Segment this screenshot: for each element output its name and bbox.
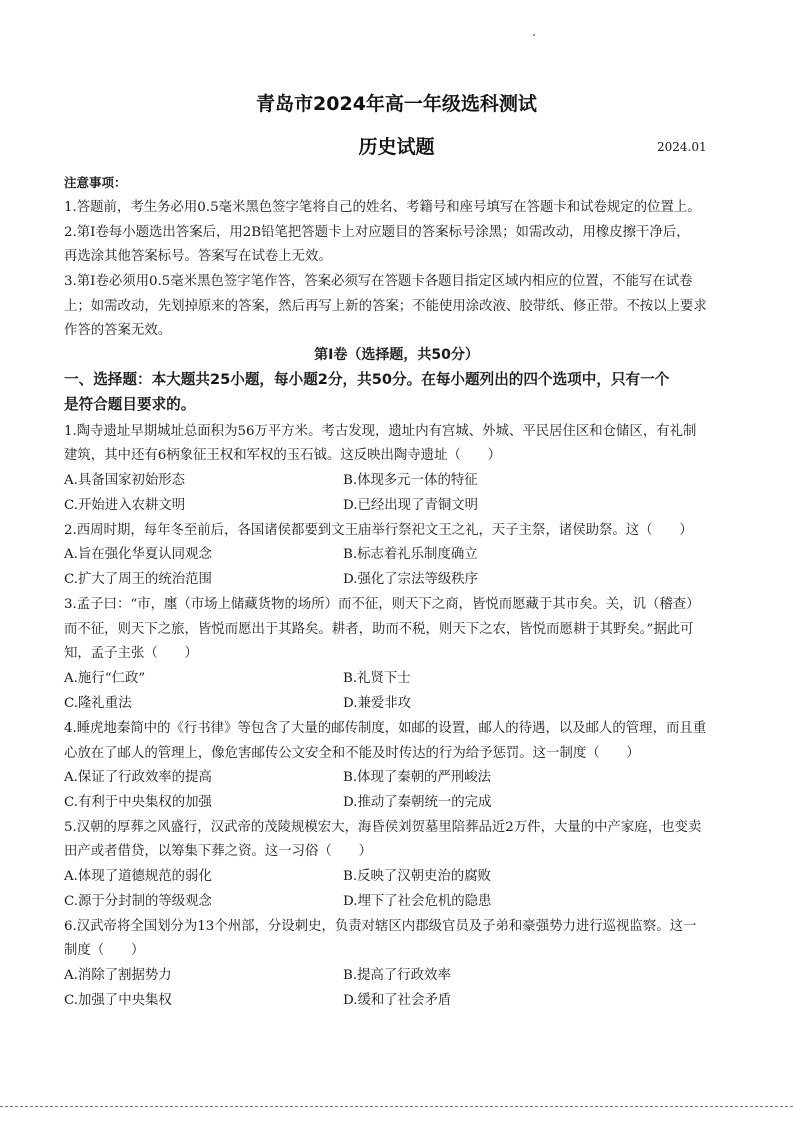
option-b: B.提高了行政效率 (343, 968, 451, 983)
section-instruction: 一、选择题：本大题共25小题，每小题2分，共50分。在每小题列出的四个选项中，只有一个 (64, 371, 670, 388)
question-stem: 6.汉武帝将全国划分为13个州部，分设刺史，负责对辖区内郡级官员及子弟和豪强势力进行巡视监察。这一 (64, 919, 697, 934)
scan-dot (533, 34, 535, 36)
option-c: C.源于分封制的等级观念 (64, 894, 212, 909)
question-stem: 知，孟子主张（ ） (64, 646, 198, 661)
notice-line: 3.第Ⅰ卷必须用0.5毫米黑色签字笔作答，答案必须写在答题卡各题目指定区域内相应的位置，不能写在试卷 (64, 274, 693, 289)
exam-title: 青岛市2024年高一年级选科测试 (256, 93, 537, 115)
question-stem: 1.陶寺遗址早期城址总面积为56万平方米。考古发现，遗址内有宫城、外城、平民居住区和仓储区，有礼制 (64, 424, 697, 439)
option-d: D.强化了宗法等级秩序 (343, 572, 479, 587)
question-stem: 制度（ ） (64, 943, 145, 958)
option-a: A.体现了道德规范的弱化 (64, 869, 212, 884)
notice-line: 1.答题前，考生务必用0.5毫米黑色签字笔将自己的姓名、考籍号和座号填写在答题卡和试卷规定的位置上。 (64, 200, 701, 215)
question-stem: 建筑，其中还有6柄象征王权和军权的玉石钺。这反映出陶寺遗址（ ） (64, 448, 502, 463)
option-a: A.保证了行政效率的提高 (64, 770, 212, 785)
section-title: 第Ⅰ卷（选择题，共50分） (314, 347, 479, 363)
question-stem: 田产或者借贷，以筹集下葬之资。这一习俗（ ） (64, 844, 372, 859)
question-stem: 3.孟子曰：“市，廛（市场上储藏货物的场所）而不征，则天下之商，皆悦而愿藏于其市矣。关，讥（稽查） (64, 597, 700, 612)
question-stem: 心放在了邮人的管理上，像危害邮传公文安全和不能及时传达的行为给予惩罚。这一制度（ ） (64, 746, 640, 761)
exam-subtitle: 历史试题 (358, 136, 435, 158)
question-stem: 4.睡虎地秦简中的《行书律》等包含了大量的邮传制度，如邮的设置，邮人的待遇，以及邮人的管理，而且重 (64, 721, 707, 736)
option-b: B.礼贤下士 (343, 671, 411, 686)
option-a: A.消除了割据势力 (64, 968, 172, 983)
notice-line: 上；如需改动，先划掉原来的答案，然后再写上新的答案；不能使用涂改液、胶带纸、修正带。不按以上要求 (64, 299, 707, 314)
question-stem: 5.汉朝的厚葬之风盛行，汉武帝的茂陵规模宏大，海昏侯刘贺墓里陪葬品近2万件，大量的中产家庭，也变卖 (64, 820, 702, 835)
option-b: B.标志着礼乐制度确立 (343, 547, 478, 562)
option-c: C.开始进入农耕文明 (64, 498, 186, 513)
option-d: D.兼爱非攻 (343, 696, 412, 711)
option-a: A.具备国家初始形态 (64, 473, 186, 488)
question-stem: 而不征，则天下之旅，皆悦而愿出于其路矣。耕者，助而不税，则天下之农，皆悦而愿耕于其野矣。”据此可 (64, 622, 694, 637)
option-a: A.施行“仁政” (64, 671, 146, 686)
section-instruction: 是符合题目要求的。 (64, 396, 196, 413)
option-d: D.推动了秦朝统一的完成 (343, 795, 492, 810)
notice-heading: 注意事项： (64, 175, 127, 190)
option-d: D.缓和了社会矛盾 (343, 993, 452, 1008)
question-stem: 2.西周时期，每年冬至前后，各国诸侯都要到文王庙举行祭祀文王之礼，天子主祭，诸侯助祭。这（ ） (64, 523, 693, 538)
option-c: C.加强了中央集权 (64, 993, 172, 1008)
page-bottom-divider (0, 1106, 793, 1107)
notice-line: 2.第Ⅰ卷每小题选出答案后，用2B铅笔把答题卡上对应题目的答案标号涂黑；如需改动，用橡皮擦干净后， (64, 225, 690, 240)
option-c: C.隆礼重法 (64, 696, 132, 711)
option-c: C.扩大了周王的统治范围 (64, 572, 212, 587)
option-a: A.旨在强化华夏认同观念 (64, 547, 212, 562)
option-b: B.体现了秦朝的严刑峻法 (343, 770, 492, 785)
exam-date: 2024.01 (657, 140, 707, 154)
notice-line: 再选涂其他答案标号。答案写在试卷上无效。 (64, 249, 332, 264)
option-b: B.体现多元一体的特征 (343, 473, 478, 488)
option-c: C.有利于中央集权的加强 (64, 795, 212, 810)
option-d: D.埋下了社会危机的隐患 (343, 894, 492, 909)
option-d: D.已经出现了青铜文明 (343, 498, 479, 513)
option-b: B.反映了汉朝吏治的腐败 (343, 869, 492, 884)
notice-line: 作答的答案无效。 (64, 323, 172, 338)
